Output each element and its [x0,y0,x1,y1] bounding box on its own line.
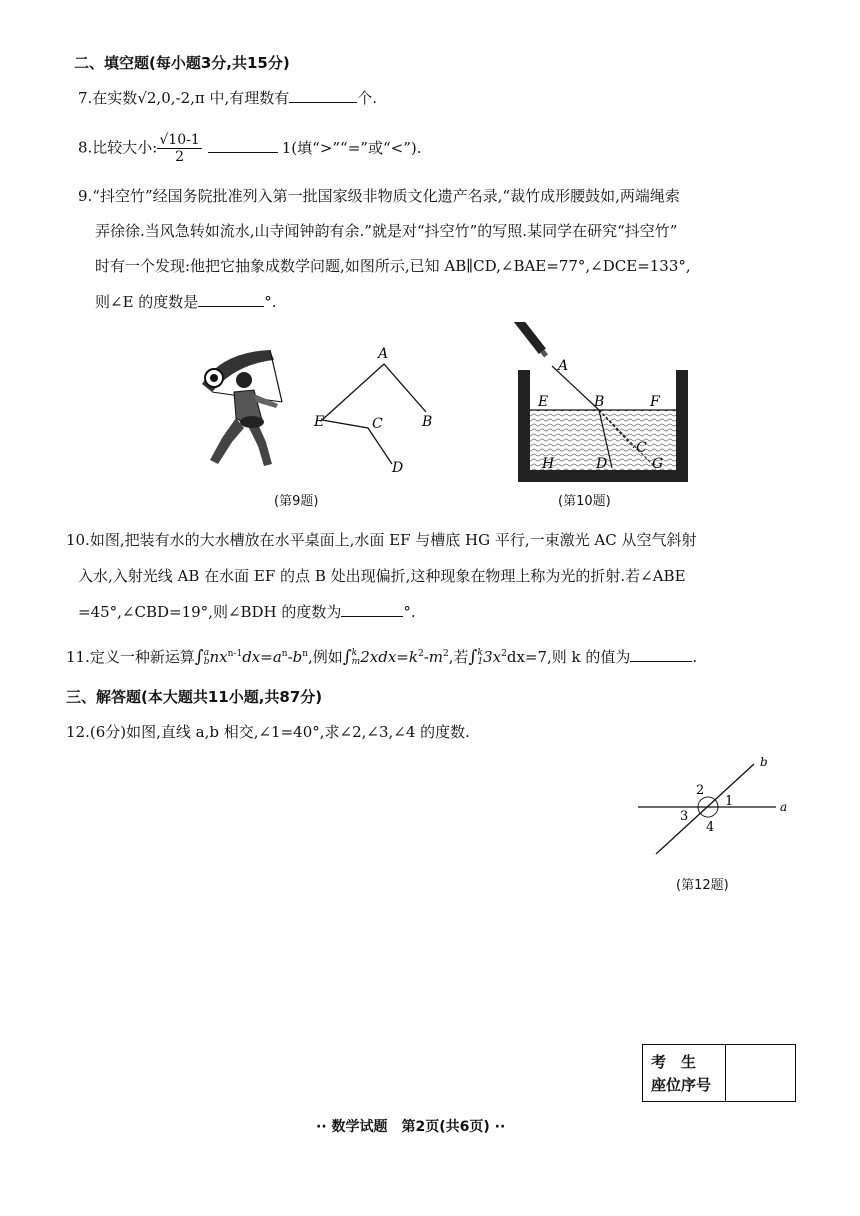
figure-12-intersecting-lines [630,752,800,862]
fraction [157,132,201,165]
question-9-line-2: 弄徐徐.当风急转如流水,山寺闻钟韵有余.”就是对“抖空竹”的写照.某同学在研究“抖空竹” [95,222,678,240]
q10-line3a: =45°,∠CBD=19°,则∠BDH 的度数为 [78,603,342,621]
section-title: 二、填空题(每小题3分,共15分) [74,54,290,72]
question-10-line-2: 入水,入射光线 AB 在水面 EF 的点 B 处出现偏折,这种现象在物理上称为光的折射.若∠ABE [78,567,686,585]
question-9-line-3: 时有一个发现:他把它抽象成数学问题,如图所示,已知 AB∥CD,∠BAE=77°,∠DCE=133°, [95,257,691,275]
seat-label-line-1: 考 生 [651,1053,697,1071]
question-7 [78,88,377,108]
exponent: n [302,649,309,659]
exponent: 2 [501,649,507,659]
point-label-a: A [378,346,389,362]
q10-line3b: °. [403,603,416,621]
seat-number-box [642,1044,796,1102]
integral-sign: ∫ [342,647,352,667]
q11-expr: -b [287,648,303,666]
answer-blank[interactable] [208,138,278,153]
point-label-h: H [542,456,555,472]
q11-text: ,例如 [308,648,343,666]
figure-9-caption: (第9题) [274,494,319,509]
angle-label-2: 2 [696,783,705,798]
q11-expr: nx [209,648,228,666]
exponent: n-1 [227,649,243,659]
q7-after: ,0,-2,π 中,有理数有 [156,89,290,107]
question-9-line-1: 9.“抖空竹”经国务院批准列入第一批国家级非物质文化遗产名录,“裁竹成形腰鼓如,两端绳索 [78,187,680,205]
figure-10-water-tank-diagram [500,322,690,487]
q7-before: 7.在实数 [78,89,138,107]
upper-limit: a [203,648,210,658]
question-10-line-3 [78,602,416,622]
angle-label-1: 1 [725,794,734,809]
point-label-g: G [652,456,664,472]
question-8 [78,132,421,165]
seat-number-field[interactable] [727,1045,795,1101]
question-11 [66,644,697,667]
exponent: 2 [417,649,424,659]
q8-suffix: 1(填“>”“=”或“<”). [281,138,422,157]
q11-end: . [692,648,698,666]
point-label-d: D [392,460,404,476]
q11-expr: 2xdx=k [360,648,418,666]
kongzhu-performer-illustration [192,342,292,482]
point-label-d: D [596,456,608,472]
lower-limit: m [351,657,361,667]
figure-9-diagram [312,342,442,477]
answer-blank[interactable] [289,88,357,103]
figure-10-caption: (第10题) [558,494,611,509]
point-label-f: F [650,394,660,410]
answer-blank[interactable] [341,602,403,617]
point-label-e: E [314,414,325,430]
q7-root: √2 [137,89,157,107]
integral-sign: ∫ [468,647,478,667]
figure-12-caption: (第12题) [676,878,729,893]
line-label-a: a [780,800,788,814]
q11-text: ,若 [448,648,469,666]
lower-limit: b [203,657,210,667]
upper-limit: k [351,648,358,658]
question-10-line-1: 10.如图,把装有水的大水槽放在水平桌面上,水面 EF 与槽底 HG 平行,一束激光 AC 从空气斜射 [66,531,697,549]
lower-limit: 1 [477,657,484,667]
seat-label-cell [643,1045,726,1101]
q7-end: 个. [357,89,378,107]
q11-expr: -m [423,648,443,666]
point-label-c: C [372,416,383,432]
line-label-b: b [760,755,768,769]
integral-limits [352,649,361,667]
q11-text: dx=7,则 k 的值为 [506,648,631,666]
fraction-numerator: √10-1 [159,132,200,148]
q11-expr: dx=a [242,648,282,666]
answer-blank[interactable] [198,292,264,307]
integral-sign: ∫ [194,647,204,667]
q8-prefix: 8.比较大小: [78,138,158,157]
q11-text: 11.定义一种新运算 [66,648,195,666]
exponent: 2 [442,649,449,659]
upper-limit: k [477,648,483,658]
page-footer: ·· 数学试题 第2页(共6页) ·· [316,1119,506,1135]
point-label-e: E [538,394,549,410]
question-12: 12.(6分)如图,直线 a,b 相交,∠1=40°,求∠2,∠3,∠4 的度数. [66,723,470,741]
question-9-line-4 [95,292,277,312]
exponent: n [281,649,288,659]
q11-expr: 3x [483,648,502,666]
q9-line4b: °. [264,293,277,311]
point-label-a: A [558,358,569,374]
q9-line4a: 则∠E 的度数是 [95,293,199,311]
point-label-b: B [422,414,433,430]
angle-label-3: 3 [680,809,689,824]
seat-label-line-2: 座位序号 [651,1076,712,1094]
point-label-c: C [636,440,647,456]
section-title: 三、解答题(本大题共11小题,共87分) [66,688,323,706]
answer-blank[interactable] [630,647,692,662]
fraction-denominator: 2 [175,149,185,165]
angle-label-4: 4 [706,820,715,835]
point-label-b: B [594,394,605,410]
